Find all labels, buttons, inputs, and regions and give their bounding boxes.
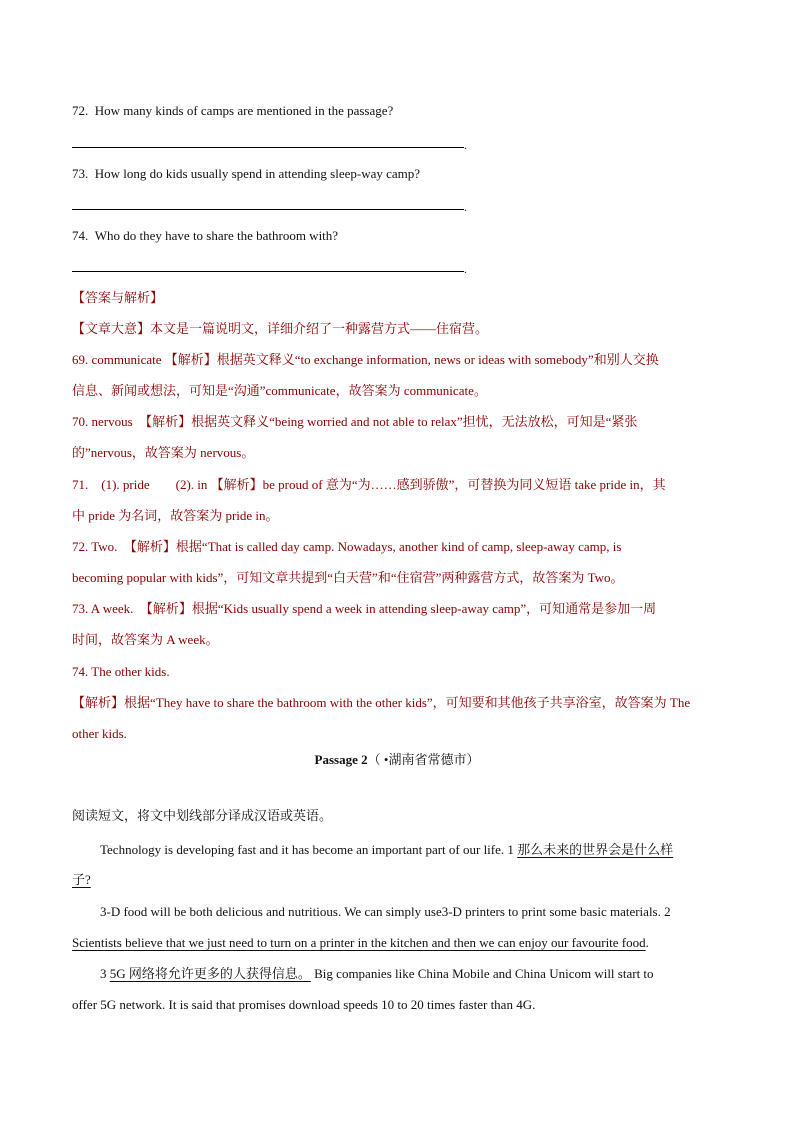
question-number: 74. <box>72 228 89 243</box>
answer-70-line1: 70. nervous 【解析】根据英文释义“being worried and not able to relax”担忧，无法放松，可知是“紧张 <box>72 414 638 429</box>
article-summary: 【文章大意】本文是一篇说明文，详细介绍了一种露营方式——住宿营。 <box>72 321 489 336</box>
sentence-end: . <box>645 935 649 950</box>
answer-74-line2: 【解析】根据“They have to share the bathroom with the other kids”，可知要和其他孩子共享浴室，故答案为 The <box>72 695 691 710</box>
paragraph-3-cont: offer 5G network. It is said that promises download speeds 10 to 20 times faster than 4G. <box>72 997 536 1012</box>
answer-72-line1: 72. Two. 【解析】根据“That is called day camp. Nowadays, another kind of camp, sleep-away camp, is <box>72 539 622 554</box>
answer-69-line2: 信息、新闻或想法，可知是“沟通”communicate，故答案为 communicate。 <box>72 383 487 398</box>
underlined-sentence-1: 那么未来的世界会是什么样 <box>517 842 674 857</box>
question-number: 72. <box>72 103 89 118</box>
answers-heading: 【答案与解析】 <box>72 290 164 305</box>
passage-title <box>0 750 794 770</box>
answer-line-period: . <box>464 262 467 276</box>
question-text: Who do they have to share the bathroom with? <box>94 228 339 243</box>
question-72 <box>72 101 724 121</box>
question-text: How many kinds of camps are mentioned in the passage? <box>94 103 394 118</box>
passage-title-text: Passage 2 <box>314 752 368 767</box>
answer-line[interactable] <box>72 271 464 272</box>
answer-73-line2: 时间，故答案为 A week。 <box>72 632 219 647</box>
answer-72-line2: becoming popular with kids”，可知文章共提到“白天营”和“住宿营”两种露营方式，故答案为 Two。 <box>72 570 624 585</box>
question-74 <box>72 226 724 246</box>
instruction: 阅读短文，将文中划线部分译成汉语或英语。 <box>72 808 333 823</box>
answer-74-line1: 74. The other kids. <box>72 664 170 679</box>
paragraph-3 <box>100 964 724 984</box>
paragraph-1 <box>100 840 724 860</box>
paragraph-1-cont <box>72 870 724 890</box>
answer-71-line1: 71. (1). pride (2). in 【解析】be proud of 意为“为……感到骄傲”，可替换为同义短语 take pride in，其 <box>72 477 666 492</box>
underlined-sentence-1-end: 子? <box>72 872 91 887</box>
answer-line[interactable] <box>72 147 464 148</box>
question-text: How long do kids usually spend in attending sleep-way camp? <box>94 166 421 181</box>
sentence-number: 3 <box>100 966 110 981</box>
paragraph-3-text: Big companies like China Mobile and China Unicom will start to <box>310 966 654 981</box>
answer-73-line1: 73. A week. 【解析】根据“Kids usually spend a week in attending sleep-away camp”，可知通常是参加一周 <box>72 601 657 616</box>
underlined-sentence-3: 5G 网络将允许更多的人获得信息。 <box>109 966 311 981</box>
paragraph-1-text: Technology is developing fast and it has become an important part of our life. 1 <box>100 842 518 857</box>
answer-70-line2: 的”nervous，故答案为 nervous。 <box>72 445 255 460</box>
answer-74-line3: other kids. <box>72 726 127 741</box>
passage-source: （ •湖南省常德市） <box>367 752 480 767</box>
paragraph-2: 3-D food will be both delicious and nutritious. We can simply use3-D printers to print some basic materials. 2 <box>100 904 671 919</box>
answer-line-period: . <box>464 138 467 152</box>
answer-line-period: . <box>464 200 467 214</box>
question-number: 73. <box>72 166 89 181</box>
question-73 <box>72 164 724 184</box>
answer-71-line2: 中 pride 为名词，故答案为 pride in。 <box>72 508 279 523</box>
underlined-sentence-2: Scientists believe that we just need to turn on a printer in the kitchen and then we can enjoy our favourite food <box>72 935 646 950</box>
answer-line[interactable] <box>72 209 464 210</box>
answer-69-line1: 69. communicate 【解析】根据英文释义“to exchange information, news or ideas with somebody”和别人交换 <box>72 352 659 367</box>
paragraph-2-cont <box>72 933 724 953</box>
